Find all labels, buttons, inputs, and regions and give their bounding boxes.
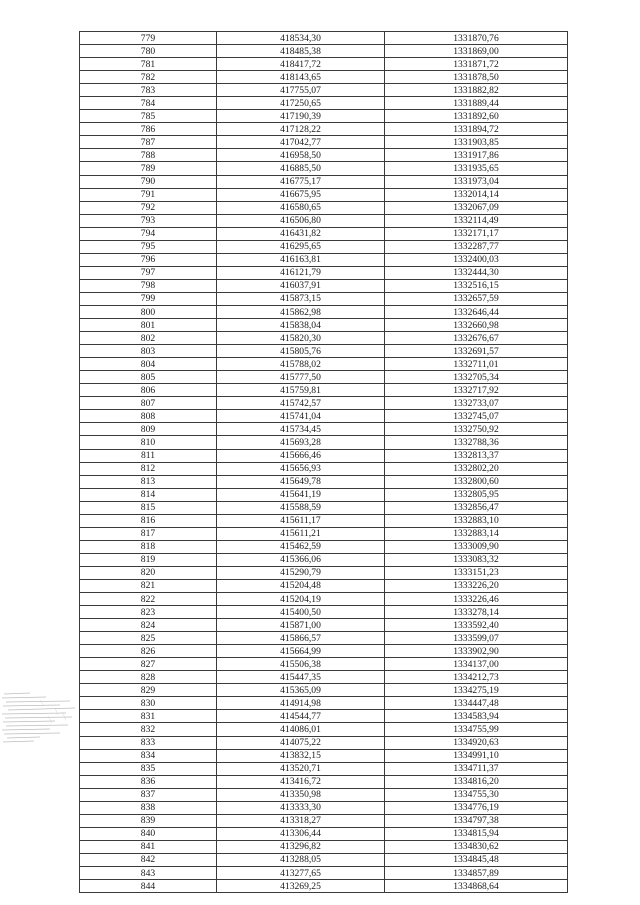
y-coordinate-cell: 1334755,30 [385,788,568,801]
x-coordinate-cell: 414075,22 [217,736,385,749]
point-number-cell: 796 [80,253,217,266]
y-coordinate-cell: 1331917,86 [385,149,568,162]
y-coordinate-cell: 1331889,44 [385,97,568,110]
table-row [80,749,568,762]
point-number-cell: 820 [80,566,217,579]
point-number-cell: 808 [80,410,217,423]
y-coordinate-cell: 1331878,50 [385,71,568,84]
point-number-cell: 810 [80,436,217,449]
table-row [80,305,568,318]
y-coordinate-cell: 1333083,32 [385,553,568,566]
table-row [80,632,568,645]
y-coordinate-cell: 1332400,03 [385,253,568,266]
y-coordinate-cell: 1332014,14 [385,188,568,201]
x-coordinate-cell: 415741,04 [217,410,385,423]
x-coordinate-cell: 415805,76 [217,345,385,358]
point-number-cell: 798 [80,279,217,292]
y-coordinate-cell: 1332800,60 [385,475,568,488]
point-number-cell: 811 [80,449,217,462]
point-number-cell: 812 [80,462,217,475]
x-coordinate-cell: 413832,15 [217,749,385,762]
point-number-cell: 823 [80,606,217,619]
y-coordinate-cell: 1333151,23 [385,566,568,579]
table-row [80,279,568,292]
x-coordinate-cell: 418534,30 [217,32,385,45]
y-coordinate-cell: 1332788,36 [385,436,568,449]
x-coordinate-cell: 416675,95 [217,188,385,201]
table-row [80,501,568,514]
x-coordinate-cell: 414086,01 [217,723,385,736]
point-number-cell: 827 [80,658,217,671]
x-coordinate-cell: 413333,30 [217,801,385,814]
y-coordinate-cell: 1334816,20 [385,775,568,788]
table-row [80,110,568,123]
y-coordinate-cell: 1332444,30 [385,266,568,279]
x-coordinate-cell: 413350,98 [217,788,385,801]
point-number-cell: 799 [80,292,217,305]
y-coordinate-cell: 1332676,67 [385,332,568,345]
x-coordinate-cell: 415400,50 [217,606,385,619]
table-row [80,775,568,788]
x-coordinate-cell: 416431,82 [217,227,385,240]
y-coordinate-cell: 1332717,92 [385,384,568,397]
y-coordinate-cell: 1334797,38 [385,814,568,827]
point-number-cell: 788 [80,149,217,162]
table-row [80,645,568,658]
table-row [80,32,568,45]
x-coordinate-cell: 415664,99 [217,645,385,658]
point-number-cell: 784 [80,97,217,110]
x-coordinate-cell: 413318,27 [217,814,385,827]
point-number-cell: 804 [80,358,217,371]
point-number-cell: 815 [80,501,217,514]
table-row [80,449,568,462]
x-coordinate-cell: 413296,82 [217,840,385,853]
y-coordinate-cell: 1334845,48 [385,853,568,866]
point-number-cell: 792 [80,201,217,214]
y-coordinate-cell: 1331973,04 [385,175,568,188]
x-coordinate-cell: 415788,02 [217,358,385,371]
y-coordinate-cell: 1334711,37 [385,762,568,775]
x-coordinate-cell: 416506,80 [217,214,385,227]
x-coordinate-cell: 416775,17 [217,175,385,188]
x-coordinate-cell: 415649,78 [217,475,385,488]
point-number-cell: 832 [80,723,217,736]
x-coordinate-cell: 413520,71 [217,762,385,775]
point-number-cell: 793 [80,214,217,227]
x-coordinate-cell: 418485,38 [217,45,385,58]
point-number-cell: 841 [80,840,217,853]
y-coordinate-cell: 1332691,57 [385,345,568,358]
table-row [80,136,568,149]
y-coordinate-cell: 1334776,19 [385,801,568,814]
x-coordinate-cell: 415742,57 [217,397,385,410]
point-number-cell: 839 [80,814,217,827]
y-coordinate-cell: 1332067,09 [385,201,568,214]
point-number-cell: 828 [80,671,217,684]
point-number-cell: 780 [80,45,217,58]
y-coordinate-cell: 1333009,90 [385,540,568,553]
point-number-cell: 837 [80,788,217,801]
y-coordinate-cell: 1334212,73 [385,671,568,684]
x-coordinate-cell: 415588,59 [217,501,385,514]
x-coordinate-cell: 413416,72 [217,775,385,788]
y-coordinate-cell: 1334815,94 [385,827,568,840]
point-number-cell: 826 [80,645,217,658]
y-coordinate-cell: 1332883,10 [385,514,568,527]
y-coordinate-cell: 1334275,19 [385,684,568,697]
y-coordinate-cell: 1331870,76 [385,32,568,45]
x-coordinate-cell: 413306,44 [217,827,385,840]
y-coordinate-cell: 1331882,82 [385,84,568,97]
table-row [80,58,568,71]
point-number-cell: 840 [80,827,217,840]
point-number-cell: 803 [80,345,217,358]
point-number-cell: 821 [80,579,217,592]
table-row [80,240,568,253]
point-number-cell: 801 [80,319,217,332]
table-row [80,97,568,110]
y-coordinate-cell: 1332114,49 [385,214,568,227]
table-row [80,840,568,853]
table-row [80,84,568,97]
point-number-cell: 813 [80,475,217,488]
point-number-cell: 819 [80,553,217,566]
point-number-cell: 836 [80,775,217,788]
table-row [80,867,568,880]
x-coordinate-cell: 417250,65 [217,97,385,110]
x-coordinate-cell: 415611,21 [217,527,385,540]
x-coordinate-cell: 415611,17 [217,514,385,527]
y-coordinate-cell: 1332646,44 [385,305,568,318]
table-row [80,358,568,371]
y-coordinate-cell: 1333226,46 [385,593,568,606]
x-coordinate-cell: 417042,77 [217,136,385,149]
x-coordinate-cell: 415204,48 [217,579,385,592]
table-row [80,814,568,827]
table-row [80,880,568,893]
x-coordinate-cell: 415462,59 [217,540,385,553]
y-coordinate-cell: 1333278,14 [385,606,568,619]
x-coordinate-cell: 416295,65 [217,240,385,253]
table-row [80,319,568,332]
point-number-cell: 783 [80,84,217,97]
table-row [80,853,568,866]
y-coordinate-cell: 1332883,14 [385,527,568,540]
table-row [80,827,568,840]
x-coordinate-cell: 415838,04 [217,319,385,332]
point-number-cell: 824 [80,619,217,632]
x-coordinate-cell: 417190,39 [217,110,385,123]
y-coordinate-cell: 1334920,63 [385,736,568,749]
point-number-cell: 797 [80,266,217,279]
table-row [80,149,568,162]
point-number-cell: 781 [80,58,217,71]
x-coordinate-cell: 416121,79 [217,266,385,279]
x-coordinate-cell: 417128,22 [217,123,385,136]
y-coordinate-cell: 1331894,72 [385,123,568,136]
y-coordinate-cell: 1333226,20 [385,579,568,592]
y-coordinate-cell: 1331892,60 [385,110,568,123]
x-coordinate-cell: 414914,98 [217,697,385,710]
x-coordinate-cell: 415290,79 [217,566,385,579]
point-number-cell: 802 [80,332,217,345]
point-number-cell: 807 [80,397,217,410]
point-number-cell: 809 [80,423,217,436]
table-row [80,788,568,801]
table-row [80,332,568,345]
x-coordinate-cell: 415759,81 [217,384,385,397]
table-row [80,697,568,710]
point-number-cell: 800 [80,305,217,318]
point-number-cell: 844 [80,880,217,893]
point-number-cell: 842 [80,853,217,866]
x-coordinate-cell: 415365,09 [217,684,385,697]
table-row [80,514,568,527]
table-row [80,201,568,214]
point-number-cell: 790 [80,175,217,188]
table-row [80,188,568,201]
y-coordinate-cell: 1332705,34 [385,371,568,384]
y-coordinate-cell: 1332657,59 [385,292,568,305]
table-row [80,527,568,540]
point-number-cell: 817 [80,527,217,540]
x-coordinate-cell: 413277,65 [217,867,385,880]
point-number-cell: 794 [80,227,217,240]
x-coordinate-cell: 416958,50 [217,149,385,162]
table-row [80,45,568,58]
y-coordinate-cell: 1334447,48 [385,697,568,710]
point-number-cell: 785 [80,110,217,123]
point-number-cell: 787 [80,136,217,149]
x-coordinate-cell: 416037,91 [217,279,385,292]
y-coordinate-cell: 1332516,15 [385,279,568,292]
y-coordinate-cell: 1334755,99 [385,723,568,736]
y-coordinate-cell: 1334857,89 [385,867,568,880]
table-row [80,540,568,553]
table-row [80,462,568,475]
point-number-cell: 822 [80,593,217,606]
x-coordinate-cell: 415777,50 [217,371,385,384]
x-coordinate-cell: 413269,25 [217,880,385,893]
table-row [80,384,568,397]
point-number-cell: 806 [80,384,217,397]
table-row [80,723,568,736]
y-coordinate-cell: 1331935,65 [385,162,568,175]
table-row [80,684,568,697]
table-row [80,162,568,175]
x-coordinate-cell: 418143,65 [217,71,385,84]
table-row [80,736,568,749]
x-coordinate-cell: 415862,98 [217,305,385,318]
y-coordinate-cell: 1332171,17 [385,227,568,240]
table-row [80,619,568,632]
y-coordinate-cell: 1333599,07 [385,632,568,645]
y-coordinate-cell: 1333592,40 [385,619,568,632]
table-row [80,410,568,423]
point-number-cell: 833 [80,736,217,749]
y-coordinate-cell: 1331869,00 [385,45,568,58]
x-coordinate-cell: 415866,57 [217,632,385,645]
table-row [80,710,568,723]
point-number-cell: 825 [80,632,217,645]
table-row [80,762,568,775]
x-coordinate-cell: 415447,35 [217,671,385,684]
x-coordinate-cell: 418417,72 [217,58,385,71]
point-number-cell: 789 [80,162,217,175]
y-coordinate-cell: 1332287,77 [385,240,568,253]
y-coordinate-cell: 1333902,90 [385,645,568,658]
x-coordinate-cell: 415656,93 [217,462,385,475]
y-coordinate-cell: 1332750,92 [385,423,568,436]
y-coordinate-cell: 1332733,07 [385,397,568,410]
y-coordinate-cell: 1332802,20 [385,462,568,475]
x-coordinate-cell: 415506,38 [217,658,385,671]
point-number-cell: 835 [80,762,217,775]
point-number-cell: 829 [80,684,217,697]
point-number-cell: 838 [80,801,217,814]
table-row [80,345,568,358]
point-number-cell: 779 [80,32,217,45]
table-row [80,475,568,488]
table-row [80,801,568,814]
table-row [80,423,568,436]
scan-noise-mark [0,688,78,758]
table-row [80,371,568,384]
x-coordinate-cell: 416163,81 [217,253,385,266]
point-number-cell: 818 [80,540,217,553]
point-number-cell: 843 [80,867,217,880]
y-coordinate-cell: 1332856,47 [385,501,568,514]
table-row [80,214,568,227]
x-coordinate-cell: 415873,15 [217,292,385,305]
x-coordinate-cell: 415204,19 [217,593,385,606]
x-coordinate-cell: 417755,07 [217,84,385,97]
x-coordinate-cell: 416580,65 [217,201,385,214]
x-coordinate-cell: 414544,77 [217,710,385,723]
y-coordinate-cell: 1334583,94 [385,710,568,723]
table-row [80,566,568,579]
y-coordinate-cell: 1332813,37 [385,449,568,462]
table-row [80,606,568,619]
table-row [80,488,568,501]
point-number-cell: 782 [80,71,217,84]
table-row [80,71,568,84]
table-row [80,436,568,449]
table-row [80,253,568,266]
coordinate-table [79,31,568,893]
point-number-cell: 814 [80,488,217,501]
table-row [80,175,568,188]
table-row [80,227,568,240]
point-number-cell: 834 [80,749,217,762]
table-row [80,292,568,305]
point-number-cell: 786 [80,123,217,136]
table-row [80,397,568,410]
x-coordinate-cell: 416885,50 [217,162,385,175]
y-coordinate-cell: 1334868,64 [385,880,568,893]
y-coordinate-cell: 1332805,95 [385,488,568,501]
x-coordinate-cell: 413288,05 [217,853,385,866]
point-number-cell: 816 [80,514,217,527]
table-row [80,553,568,566]
x-coordinate-cell: 415734,45 [217,423,385,436]
y-coordinate-cell: 1334991,10 [385,749,568,762]
table-row [80,266,568,279]
table-row [80,658,568,671]
point-number-cell: 830 [80,697,217,710]
y-coordinate-cell: 1331903,85 [385,136,568,149]
table-row [80,671,568,684]
x-coordinate-cell: 415641,19 [217,488,385,501]
y-coordinate-cell: 1332660,98 [385,319,568,332]
point-number-cell: 795 [80,240,217,253]
y-coordinate-cell: 1332711,01 [385,358,568,371]
x-coordinate-cell: 415366,06 [217,553,385,566]
table-row [80,579,568,592]
y-coordinate-cell: 1334830,62 [385,840,568,853]
y-coordinate-cell: 1334137,00 [385,658,568,671]
y-coordinate-cell: 1331871,72 [385,58,568,71]
point-number-cell: 831 [80,710,217,723]
y-coordinate-cell: 1332745,07 [385,410,568,423]
x-coordinate-cell: 415820,30 [217,332,385,345]
point-number-cell: 791 [80,188,217,201]
x-coordinate-cell: 415666,46 [217,449,385,462]
x-coordinate-cell: 415693,28 [217,436,385,449]
coordinate-table-body [80,32,568,893]
table-row [80,593,568,606]
point-number-cell: 805 [80,371,217,384]
x-coordinate-cell: 415871,00 [217,619,385,632]
table-row [80,123,568,136]
